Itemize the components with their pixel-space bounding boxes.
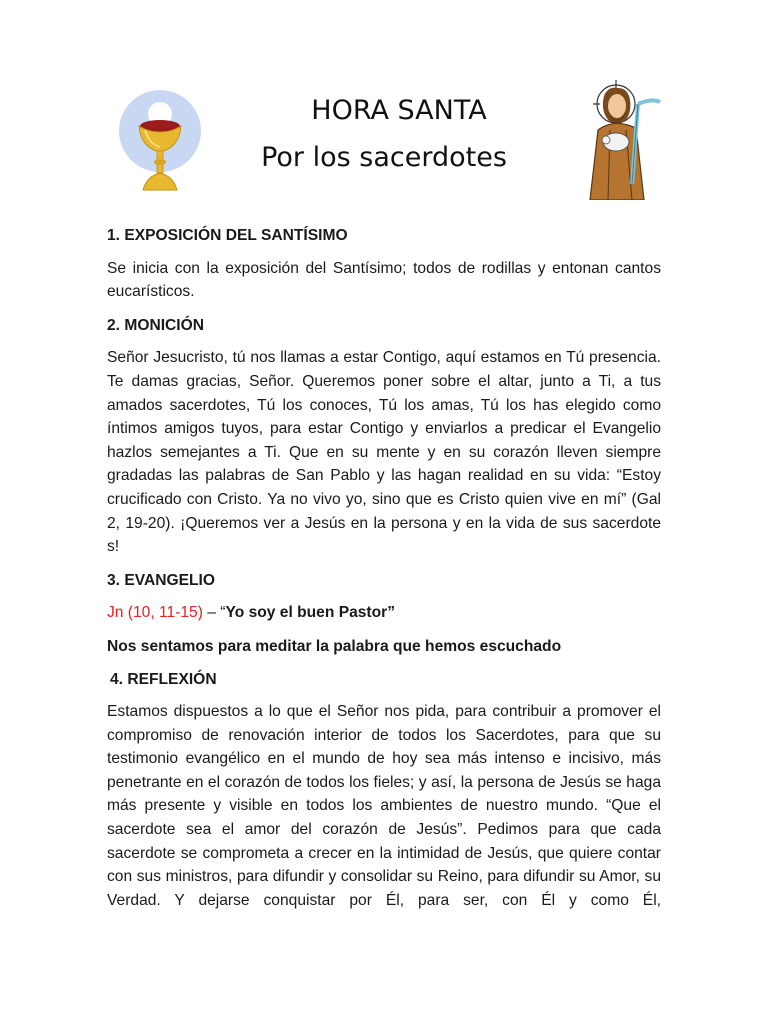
document-body [107, 224, 661, 922]
meditation-instruction: Nos sentamos para meditar la palabra que hemos escuchado [107, 637, 562, 655]
section-heading-exposicion: 1. EXPOSICIÓN DEL SANTÍSIMO [107, 227, 348, 244]
page-title: HORA SANTA [311, 95, 487, 126]
section-heading-reflexion: 4. REFLEXIÓN [110, 670, 217, 688]
paragraph-monicion: Señor Jesucristo, tú nos llamas a estar Contigo, aquí estamos en Tú presencia. Te damas gracias, Señor. Queremos poner sobre el altar, junto a Ti, a tus amados sacerdotes, Tú los conoces, Tú los amas, Tú los has elegido como íntimos amigos tuyos, para estar Contigo y enviarlos a predicar el Evangelio hazlos semejantes a Ti. Que en su mente y en su corazón lleven siempre gradadas las palabras de San Pablo y las hagan realidad en su vida: “Estoy crucificado con Cristo. Ya no vivo yo, sino que es Cristo quien vive en mí” (Gal 2, 19-20). ¡Queremos ver a Jesús en la persona y en la vida de sus sacerdote s! [107, 349, 661, 556]
good-shepherd-illustration [580, 80, 664, 200]
section-heading-evangelio: 3. EVANGELIO [107, 571, 216, 589]
paragraph-exposicion: Se inicia con la exposición del Santísimo; todos de rodillas y entonan cantos eucarísticos. [107, 259, 661, 301]
gospel-reference-line [107, 601, 661, 625]
page-subtitle: Por los sacerdotes [261, 142, 507, 173]
section-heading-monicion: 2. MONICIÓN [107, 316, 205, 334]
paragraph-reflexion: Estamos dispuestos a lo que el Señor nos pida, para contribuir a promover el compromiso de renovación interior de todos los Sacerdotes, para que su testimonio evangélico en el mundo de hoy sea más intenso e incisivo, más penetrante en el corazón de todos los fieles; y así, la persona de Jesús se haga más presente y visible en todos los ambientes de nuestro mundo. “Que el sacerdote sea el amor del corazón de Jesús”. Pedimos para que cada sacerdote se comprometa a crecer en la intimidad de Jesús, que quiere contar con sus ministros, para difundir y consolidar su Reino, para difundir su Amor, su Verdad. Y dejarse conquistar por Él, para ser, con Él y como Él, [107, 703, 661, 909]
gospel-dash: – “ [202, 604, 226, 622]
gospel-reference: Jn (10, 11-15) [107, 604, 203, 622]
gospel-quote: Yo soy el buen Pastor” [225, 604, 396, 622]
